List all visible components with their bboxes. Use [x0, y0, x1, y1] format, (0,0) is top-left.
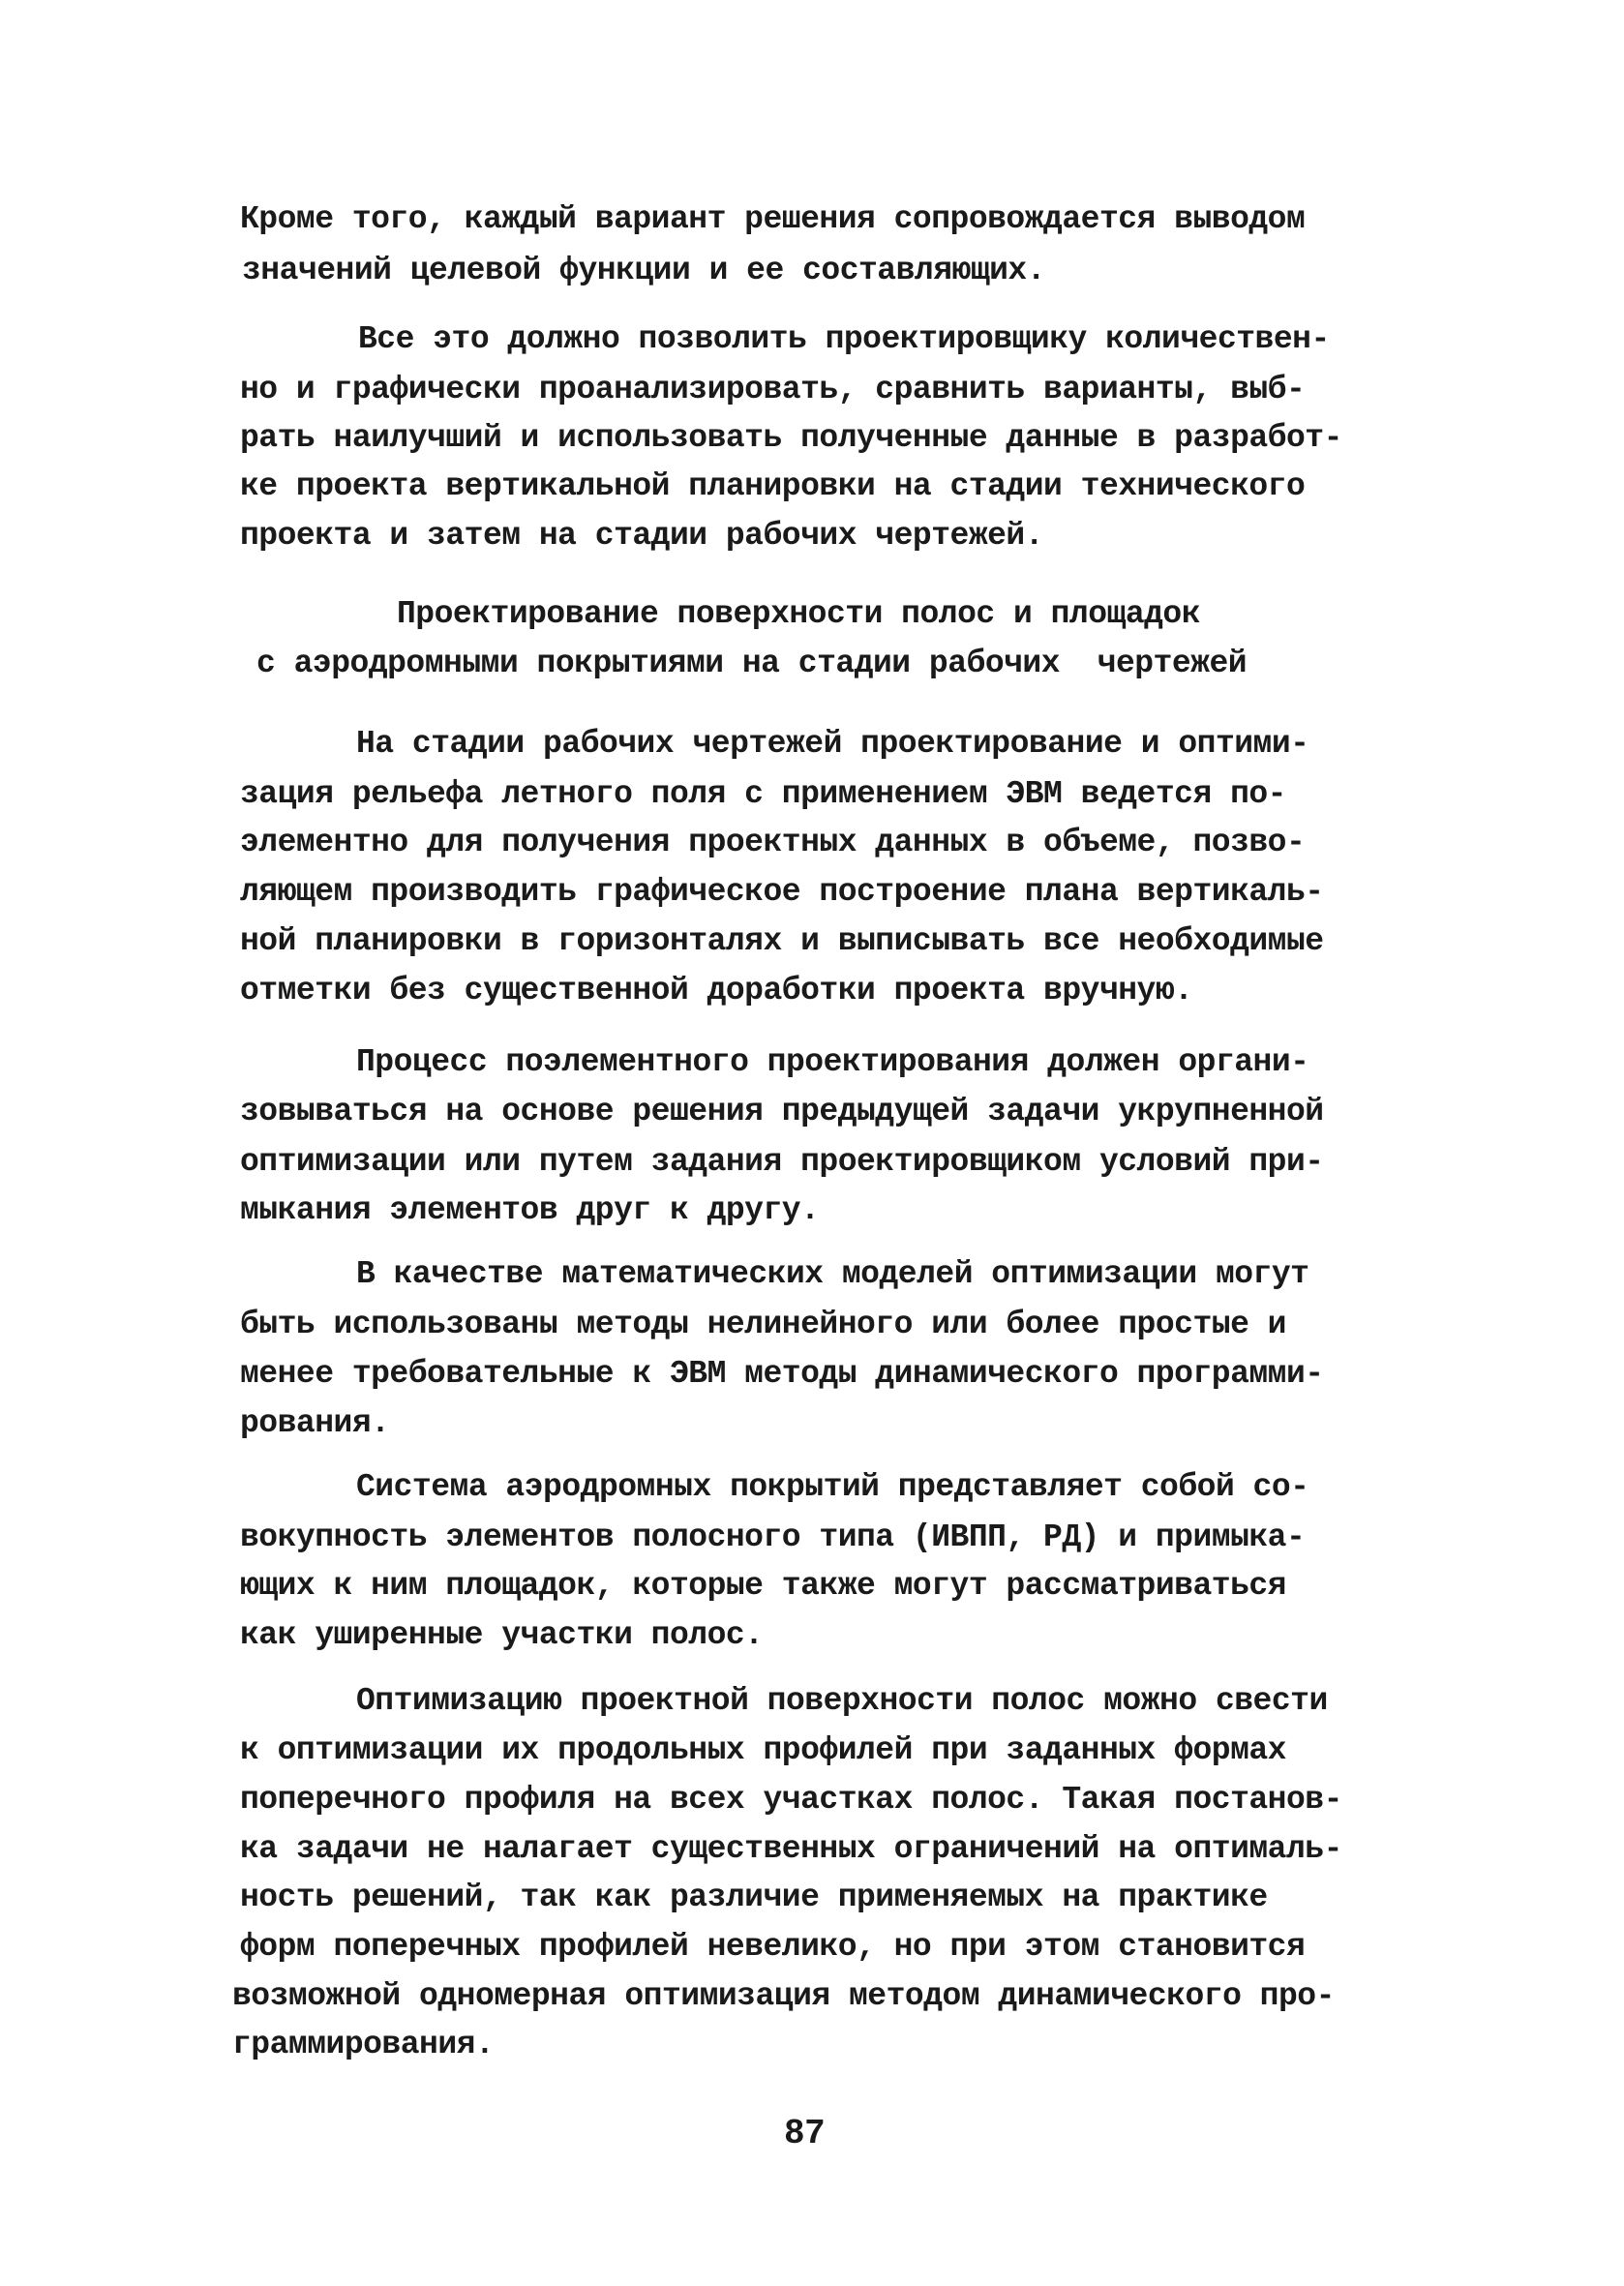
text-line: но и графически проанализировать, сравнить варианты, выб-: [240, 372, 1306, 407]
text-line: ка задачи не налагает существенных ограничений на оптималь-: [240, 1831, 1342, 1867]
text-line: ющих к ним площадок, которые также могут рассматриваться: [240, 1568, 1286, 1604]
text-line: Система аэродромных покрытий представляет собой со-: [356, 1469, 1309, 1505]
text-line: ке проекта вертикальной планировки на стадии технического: [240, 468, 1306, 504]
text-line: вокупность элементов полосного типа (ИВПП, РД) и примыка-: [240, 1519, 1306, 1555]
text-line: Кроме того, каждый вариант решения сопровождается выводом: [240, 201, 1306, 237]
text-line: зовываться на основе решения предыдущей задачи укрупненной: [240, 1094, 1324, 1129]
text-line: как уширенные участки полос.: [240, 1617, 764, 1653]
text-line: менее требовательные к ЭВМ методы динамического программи-: [240, 1356, 1324, 1392]
text-line: рать наилучший и использовать полученные данные в разработ-: [240, 420, 1342, 456]
text-line: быть использованы методы нелинейного или более простые и: [240, 1307, 1286, 1342]
text-line: проекта и затем на стадии рабочих чертежей.: [240, 518, 1044, 554]
text-line: элементно для получения проектных данных в объеме, позво-: [240, 825, 1306, 860]
text-line: отметки без существенной доработки проекта вручную.: [240, 973, 1193, 1008]
text-line: форм поперечных профилей невелико, но при этом становится: [240, 1929, 1306, 1965]
text-line: граммирования.: [232, 2027, 495, 2062]
text-line: Оптимизацию проектной поверхности полос можно свести: [356, 1683, 1328, 1719]
heading-line: Проектирование поверхности полос и площадок: [397, 596, 1201, 632]
heading-line: с аэродромными покрытиями на стадии рабочих чертежей: [256, 646, 1248, 681]
text-line: возможной одномерная оптимизация методом динамического про-: [232, 1978, 1335, 2014]
text-line: Все это должно позволить проектировщику количествен-: [358, 321, 1330, 357]
text-line: к оптимизации их продольных профилей при заданных формах: [240, 1732, 1286, 1768]
text-line: ность решений, так как различие применяемых на практике: [240, 1880, 1268, 1915]
text-line: оптимизации или путем задания проектировщиком условий при-: [240, 1144, 1324, 1180]
text-line: Процесс поэлементного проектирования должен органи-: [356, 1044, 1309, 1080]
text-line: мыкания элементов друг к другу.: [240, 1192, 820, 1228]
page-number: 87: [784, 2114, 826, 2153]
text-line: поперечного профиля на всех участках полос. Такая постанов-: [240, 1782, 1342, 1818]
text-line: зация рельефа летного поля с применением ЭВМ ведется по-: [240, 776, 1286, 812]
text-line: рования.: [240, 1405, 390, 1441]
text-line: значений целевой функции и ее составляющих.: [242, 253, 1046, 288]
text-line: В качестве математических моделей оптимизации могут: [356, 1256, 1309, 1292]
text-line: ляющем производить графическое построение плана вертикаль-: [240, 874, 1324, 910]
text-line: ной планировки в горизонталях и выписывать все необходимые: [240, 923, 1324, 959]
text-line: На стадии рабочих чертежей проектирование и оптими-: [356, 726, 1309, 762]
